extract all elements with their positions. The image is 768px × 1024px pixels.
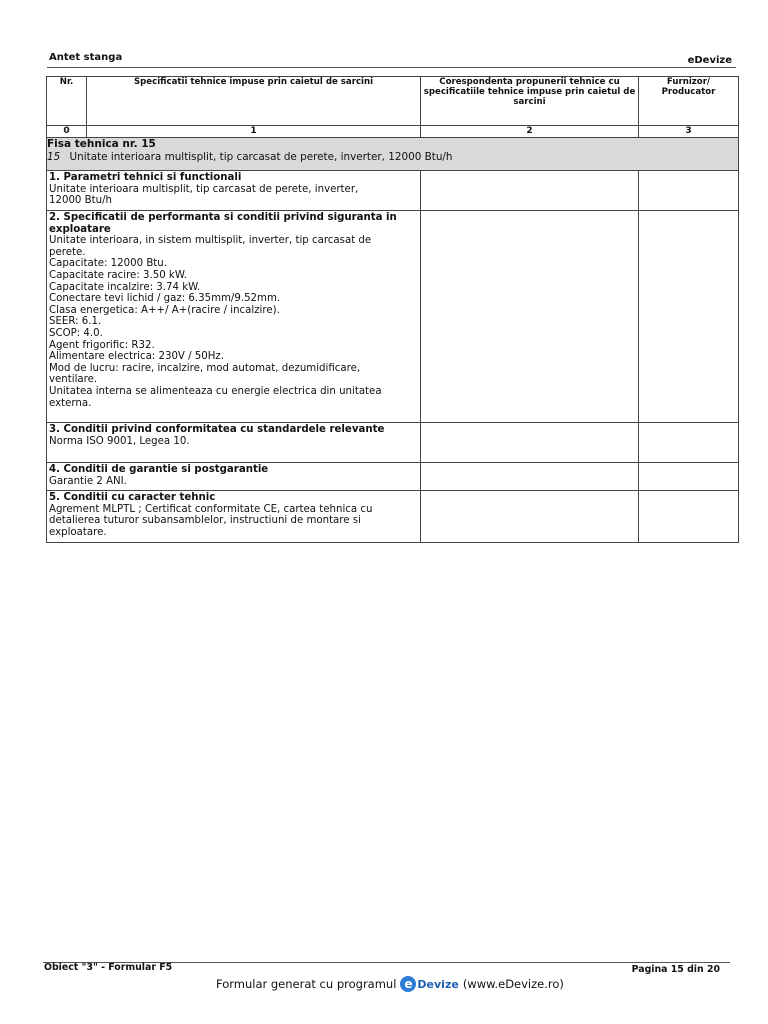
- section-line: SEER: 6.1.: [49, 316, 102, 328]
- footer-page-number: Pagina 15 din 20: [631, 964, 720, 975]
- section-line: Mod de lucru: racire, incalzire, mod automat, dezumidificare,: [49, 362, 361, 374]
- section-row: [47, 491, 739, 543]
- section-line: ventilare.: [49, 374, 98, 386]
- fisa-title: Fisa tehnica nr. 15: [47, 138, 156, 150]
- fisa-cell: [47, 138, 739, 171]
- section-line: Unitate interioara multisplit, tip carcasat de perete, inverter,: [49, 183, 359, 195]
- section-line: exploatare.: [49, 526, 107, 538]
- section-line: Norma ISO 9001, Legea 10.: [49, 435, 190, 447]
- section-line: Conectare tevi lichid / gaz: 6.35mm/9.52mm.: [49, 293, 281, 305]
- col-corespondenta-header: Corespondenta propunerii tehnice cu specificatiile tehnice impuse prin caietul de sarcini: [421, 77, 639, 126]
- fisa-row: [47, 138, 739, 171]
- section-line: Agrement MLPTL ; Certificat conformitate CE, cartea tehnica cu: [49, 503, 373, 515]
- generated-text: Formular generat cu programul: [216, 977, 397, 991]
- section-line: Clasa energetica: A++/ A+(racire / incalzire).: [49, 304, 280, 316]
- section-row: [47, 423, 739, 463]
- section-line: Garantie 2 ANI.: [49, 475, 127, 487]
- section-text: [47, 211, 421, 423]
- section-line: detalierea tuturor subansamblelor, instructiuni de montare si: [49, 515, 361, 527]
- section-text: [47, 491, 421, 543]
- section-line: Capacitate racire: 3.50 kW.: [49, 269, 187, 281]
- corespondenta-cell: [421, 423, 639, 463]
- section-title: 1. Parametri tehnici si functionali: [49, 172, 242, 183]
- section-line: Unitate interioara, in sistem multisplit, inverter, tip carcasat de: [49, 235, 372, 247]
- corespondenta-cell: [421, 211, 639, 423]
- section-row: [47, 463, 739, 491]
- footer-object: Obiect "3" - Formular F5: [44, 962, 173, 973]
- corespondenta-cell: [421, 171, 639, 211]
- section-row: [47, 211, 739, 423]
- edevize-logo-text: Devize: [417, 977, 459, 991]
- furnizor-cell: [639, 463, 739, 491]
- furnizor-cell: [639, 211, 739, 423]
- section-line: Unitatea interna se alimenteaza cu energie electrica din unitatea: [49, 385, 382, 397]
- section-line: 12000 Btu/h: [49, 195, 112, 207]
- section-title: 4. Conditii de garantie si postgarantie: [49, 464, 269, 475]
- index-cell: 2: [421, 126, 639, 138]
- section-text: [47, 423, 421, 463]
- section-text: [47, 463, 421, 491]
- index-cell: 1: [87, 126, 421, 138]
- section-title: 5. Conditii cu caracter tehnic: [49, 492, 216, 503]
- section-title: 3. Conditii privind conformitatea cu standardele relevante: [49, 424, 385, 435]
- edevize-logo: [400, 976, 458, 992]
- section-title: 2. Specificatii de performanta si conditii privind siguranta in exploatare: [49, 212, 397, 235]
- fisa-number: 15: [47, 151, 61, 163]
- col-spec-header: Specificatii tehnice impuse prin caietul de sarcini: [87, 77, 421, 126]
- spec-table: [46, 76, 739, 543]
- col-nr-header: Nr.: [47, 77, 87, 126]
- section-line: Alimentare electrica: 230V / 50Hz.: [49, 351, 225, 363]
- section-line: externa.: [49, 397, 92, 409]
- section-line: Agent frigorific: R32.: [49, 339, 155, 351]
- corespondenta-cell: [421, 491, 639, 543]
- furnizor-cell: [639, 423, 739, 463]
- header-right: eDevize: [687, 55, 732, 66]
- corespondenta-cell: [421, 463, 639, 491]
- section-line: SCOP: 4.0.: [49, 327, 103, 339]
- fisa-subtitle: [47, 151, 738, 164]
- furnizor-cell: [639, 171, 739, 211]
- edevize-logo-icon: e: [400, 976, 416, 992]
- section-line: perete.: [49, 246, 86, 258]
- table-index-row: [47, 126, 739, 138]
- footer-generated-by: [216, 976, 564, 992]
- section-row: [47, 171, 739, 211]
- section-line: Capacitate: 12000 Btu.: [49, 258, 167, 270]
- edevize-url[interactable]: (www.eDevize.ro): [462, 977, 564, 991]
- index-cell: 0: [47, 126, 87, 138]
- fisa-description: Unitate interioara multisplit, tip carcasat de perete, inverter, 12000 Btu/h: [69, 151, 453, 163]
- section-line: Capacitate incalzire: 3.74 kW.: [49, 281, 201, 293]
- header-divider: [47, 67, 736, 68]
- section-text: [47, 171, 421, 211]
- index-cell: 3: [639, 126, 739, 138]
- col-furnizor-header: Furnizor/ Producator: [639, 77, 739, 126]
- table-header-row: [47, 77, 739, 126]
- furnizor-cell: [639, 491, 739, 543]
- header-left: Antet stanga: [49, 52, 123, 63]
